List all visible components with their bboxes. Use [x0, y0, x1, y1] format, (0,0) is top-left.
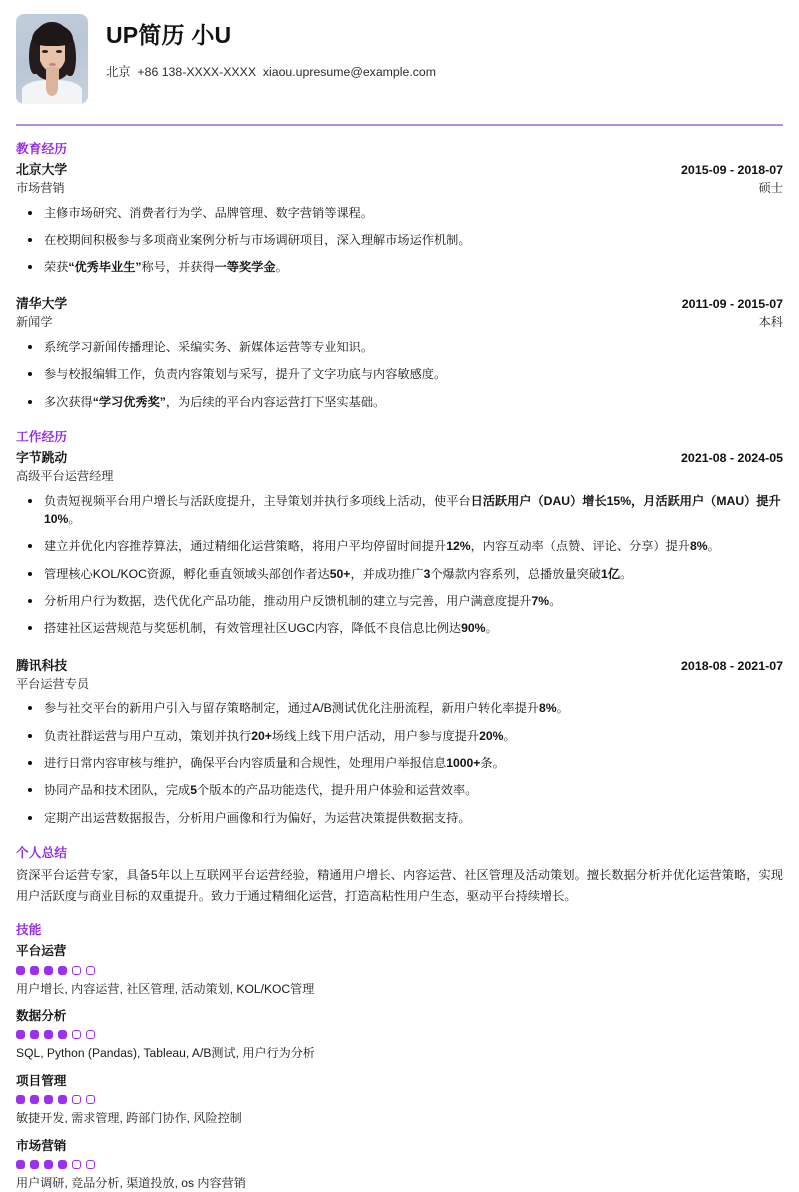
entry-work-0	[16, 449, 783, 654]
section-title-skills: 技能	[16, 923, 42, 938]
bullet-item: 参与社交平台的新用户引入与留存策略制定，通过A/B测试优化注册流程，新用户转化率提升8%。	[16, 699, 783, 717]
bullet-item: 在校期间积极参与多项商业案例分析与市场调研项目，深入理解市场运作机制。	[16, 231, 783, 249]
skill-detail: SQL, Python (Pandas), Tableau, A/B测试, 用户行为分析	[16, 1046, 315, 1061]
entry-org-row	[16, 161, 783, 180]
rating-dot-filled	[58, 966, 67, 975]
entry-role-row	[16, 180, 783, 198]
rating-dot-filled	[58, 1030, 67, 1039]
section-skills	[16, 921, 783, 1192]
bullet-item: 多次获得“学习优秀奖”，为后续的平台内容运营打下坚实基础。	[16, 393, 783, 411]
entry-role-row	[16, 676, 783, 694]
entry-role: 高级平台运营经理	[16, 469, 114, 484]
rating-dot-empty	[72, 1095, 81, 1104]
contact-line: 北京 +86 138-XXXX-XXXX xiaou.upresume@example.com	[106, 64, 436, 79]
section-education	[16, 140, 783, 411]
rating-dot-empty	[72, 966, 81, 975]
skill-1	[16, 1007, 783, 1063]
candidate-name: UP简历 小U	[106, 22, 232, 48]
entry-dates: 2015-09 - 2018-07	[681, 162, 783, 177]
skill-3	[16, 1137, 783, 1192]
section-title-summary: 个人总结	[16, 845, 68, 860]
rating-dot-filled	[16, 1160, 25, 1169]
skill-2	[16, 1072, 783, 1128]
entry-education-1	[16, 295, 783, 411]
rating-dot-empty	[86, 1030, 95, 1039]
bullet-item: 定期产出运营数据报告，分析用户画像和行为偏好，为运营决策提供数据支持。	[16, 809, 783, 827]
entry-role: 平台运营专员	[16, 676, 90, 691]
entry-org-row	[16, 295, 783, 314]
rating-dot-empty	[86, 966, 95, 975]
entry-role: 新闻学	[16, 315, 53, 330]
skill-rating	[16, 966, 783, 975]
rating-dot-filled	[44, 1160, 53, 1169]
entry-role-row	[16, 468, 783, 486]
skill-detail: 用户增长, 内容运营, 社区管理, 活动策划, KOL/KOC管理	[16, 981, 315, 996]
rating-dot-filled	[30, 1095, 39, 1104]
entry-org-row	[16, 449, 783, 468]
entry-education-0	[16, 161, 783, 294]
entry-degree: 本科	[758, 315, 783, 330]
rating-dot-filled	[16, 1095, 25, 1104]
rating-dot-filled	[30, 966, 39, 975]
rating-dot-filled	[44, 1095, 53, 1104]
rating-dot-filled	[58, 1095, 67, 1104]
skill-name: 数据分析	[16, 1009, 67, 1024]
entry-dates: 2011-09 - 2015-07	[681, 297, 783, 312]
rating-dot-empty	[72, 1030, 81, 1039]
entry-dates: 2018-08 - 2021-07	[681, 658, 783, 673]
bullet-item: 分析用户行为数据，迭代优化产品功能，推动用户反馈机制的建立与完善，用户满意度提升7%。	[16, 592, 783, 610]
entry-degree: 硕士	[758, 180, 783, 195]
bullet-item: 系统学习新闻传播理论、采编实务、新媒体运营等专业知识。	[16, 338, 783, 356]
bullet-item: 进行日常内容审核与维护，确保平台内容质量和合规性，处理用户举报信息1000+条。	[16, 754, 783, 772]
section-title-education: 教育经历	[16, 141, 68, 156]
skill-name: 平台运营	[16, 944, 67, 959]
entry-dates: 2021-08 - 2024-05	[681, 451, 783, 466]
skill-detail: 敏捷开发, 需求管理, 跨部门协作, 风险控制	[16, 1111, 242, 1126]
section-summary	[16, 844, 783, 907]
section-spacer	[16, 909, 783, 921]
bullet-item: 协同产品和技术团队，完成5个版本的产品功能迭代，提升用户体验和运营效率。	[16, 781, 783, 799]
bullet-item: 主修市场研究、消费者行为学、品牌管理、数字营销等课程。	[16, 204, 783, 222]
skill-rating	[16, 1030, 783, 1039]
entry-work-1	[16, 657, 783, 827]
header-divider	[16, 124, 783, 126]
entry-role: 市场营销	[16, 180, 65, 195]
organization-name: 腾讯科技	[16, 657, 68, 673]
resume-body	[16, 140, 783, 1192]
entry-role-row	[16, 314, 783, 332]
rating-dot-filled	[30, 1160, 39, 1169]
organization-name: 北京大学	[16, 161, 68, 177]
rating-dot-empty	[86, 1095, 95, 1104]
bullet-list	[16, 492, 783, 638]
bullet-item: 管理核心KOL/KOC资源，孵化垂直领域头部创作者达50+，并成功推广3个爆款内容系列，总播放量突破1亿。	[16, 565, 783, 583]
skill-rating	[16, 1160, 783, 1169]
rating-dot-filled	[58, 1160, 67, 1169]
portrait-photo	[16, 14, 88, 104]
section-work	[16, 428, 783, 827]
bullet-item: 负责社群运营与用户互动，策划并执行20+场线上线下用户活动，用户参与度提升20%。	[16, 727, 783, 745]
bullet-item: 荣获“优秀毕业生”称号，并获得一等奖学金。	[16, 258, 783, 276]
bullet-item: 建立并优化内容推荐算法，通过精细化运营策略，将用户平均停留时间提升12%，内容互动率（点赞、评论、分享）提升8%。	[16, 537, 783, 555]
rating-dot-filled	[16, 966, 25, 975]
rating-dot-filled	[44, 1030, 53, 1039]
organization-name: 字节跳动	[16, 450, 68, 466]
identity-block	[106, 14, 436, 81]
organization-name: 清华大学	[16, 296, 68, 312]
entry-spacer	[16, 647, 783, 655]
skill-detail: 用户调研, 竞品分析, 渠道投放, os 内容营销	[16, 1175, 246, 1190]
bullet-list	[16, 204, 783, 277]
summary-text: 资深平台运营专家，具备5年以上互联网平台运营经验，精通用户增长、内容运营、社区管理及活动策划。擅长数据分析并优化运营策略，实现用户活跃度与商业目标的双重提升。致力于通过精细化运营，打造高粘性用户生态，驱动平台持续增长。	[16, 868, 783, 904]
resume-header	[16, 14, 783, 114]
entry-org-row	[16, 657, 783, 676]
rating-dot-filled	[44, 966, 53, 975]
section-title-work: 工作经历	[16, 429, 68, 444]
section-spacer	[16, 420, 783, 428]
skill-name: 市场营销	[16, 1138, 67, 1153]
bullet-item: 搭建社区运营规范与奖惩机制，有效管理社区UGC内容，降低不良信息比例达90%。	[16, 619, 783, 637]
section-spacer	[16, 836, 783, 844]
bullet-item: 负责短视频平台用户增长与活跃度提升，主导策划并执行多项线上活动，使平台日活跃用户（DAU）增长15%，月活跃用户（MAU）提升10%。	[16, 492, 783, 529]
skill-rating	[16, 1095, 783, 1104]
entry-spacer	[16, 285, 783, 293]
rating-dot-filled	[30, 1030, 39, 1039]
bullet-list	[16, 338, 783, 411]
bullet-item: 参与校报编辑工作，负责内容策划与采写，提升了文字功底与内容敏感度。	[16, 365, 783, 383]
rating-dot-empty	[72, 1160, 81, 1169]
skill-0	[16, 942, 783, 998]
rating-dot-filled	[16, 1030, 25, 1039]
bullet-list	[16, 699, 783, 826]
skill-name: 项目管理	[16, 1073, 67, 1088]
rating-dot-empty	[86, 1160, 95, 1169]
